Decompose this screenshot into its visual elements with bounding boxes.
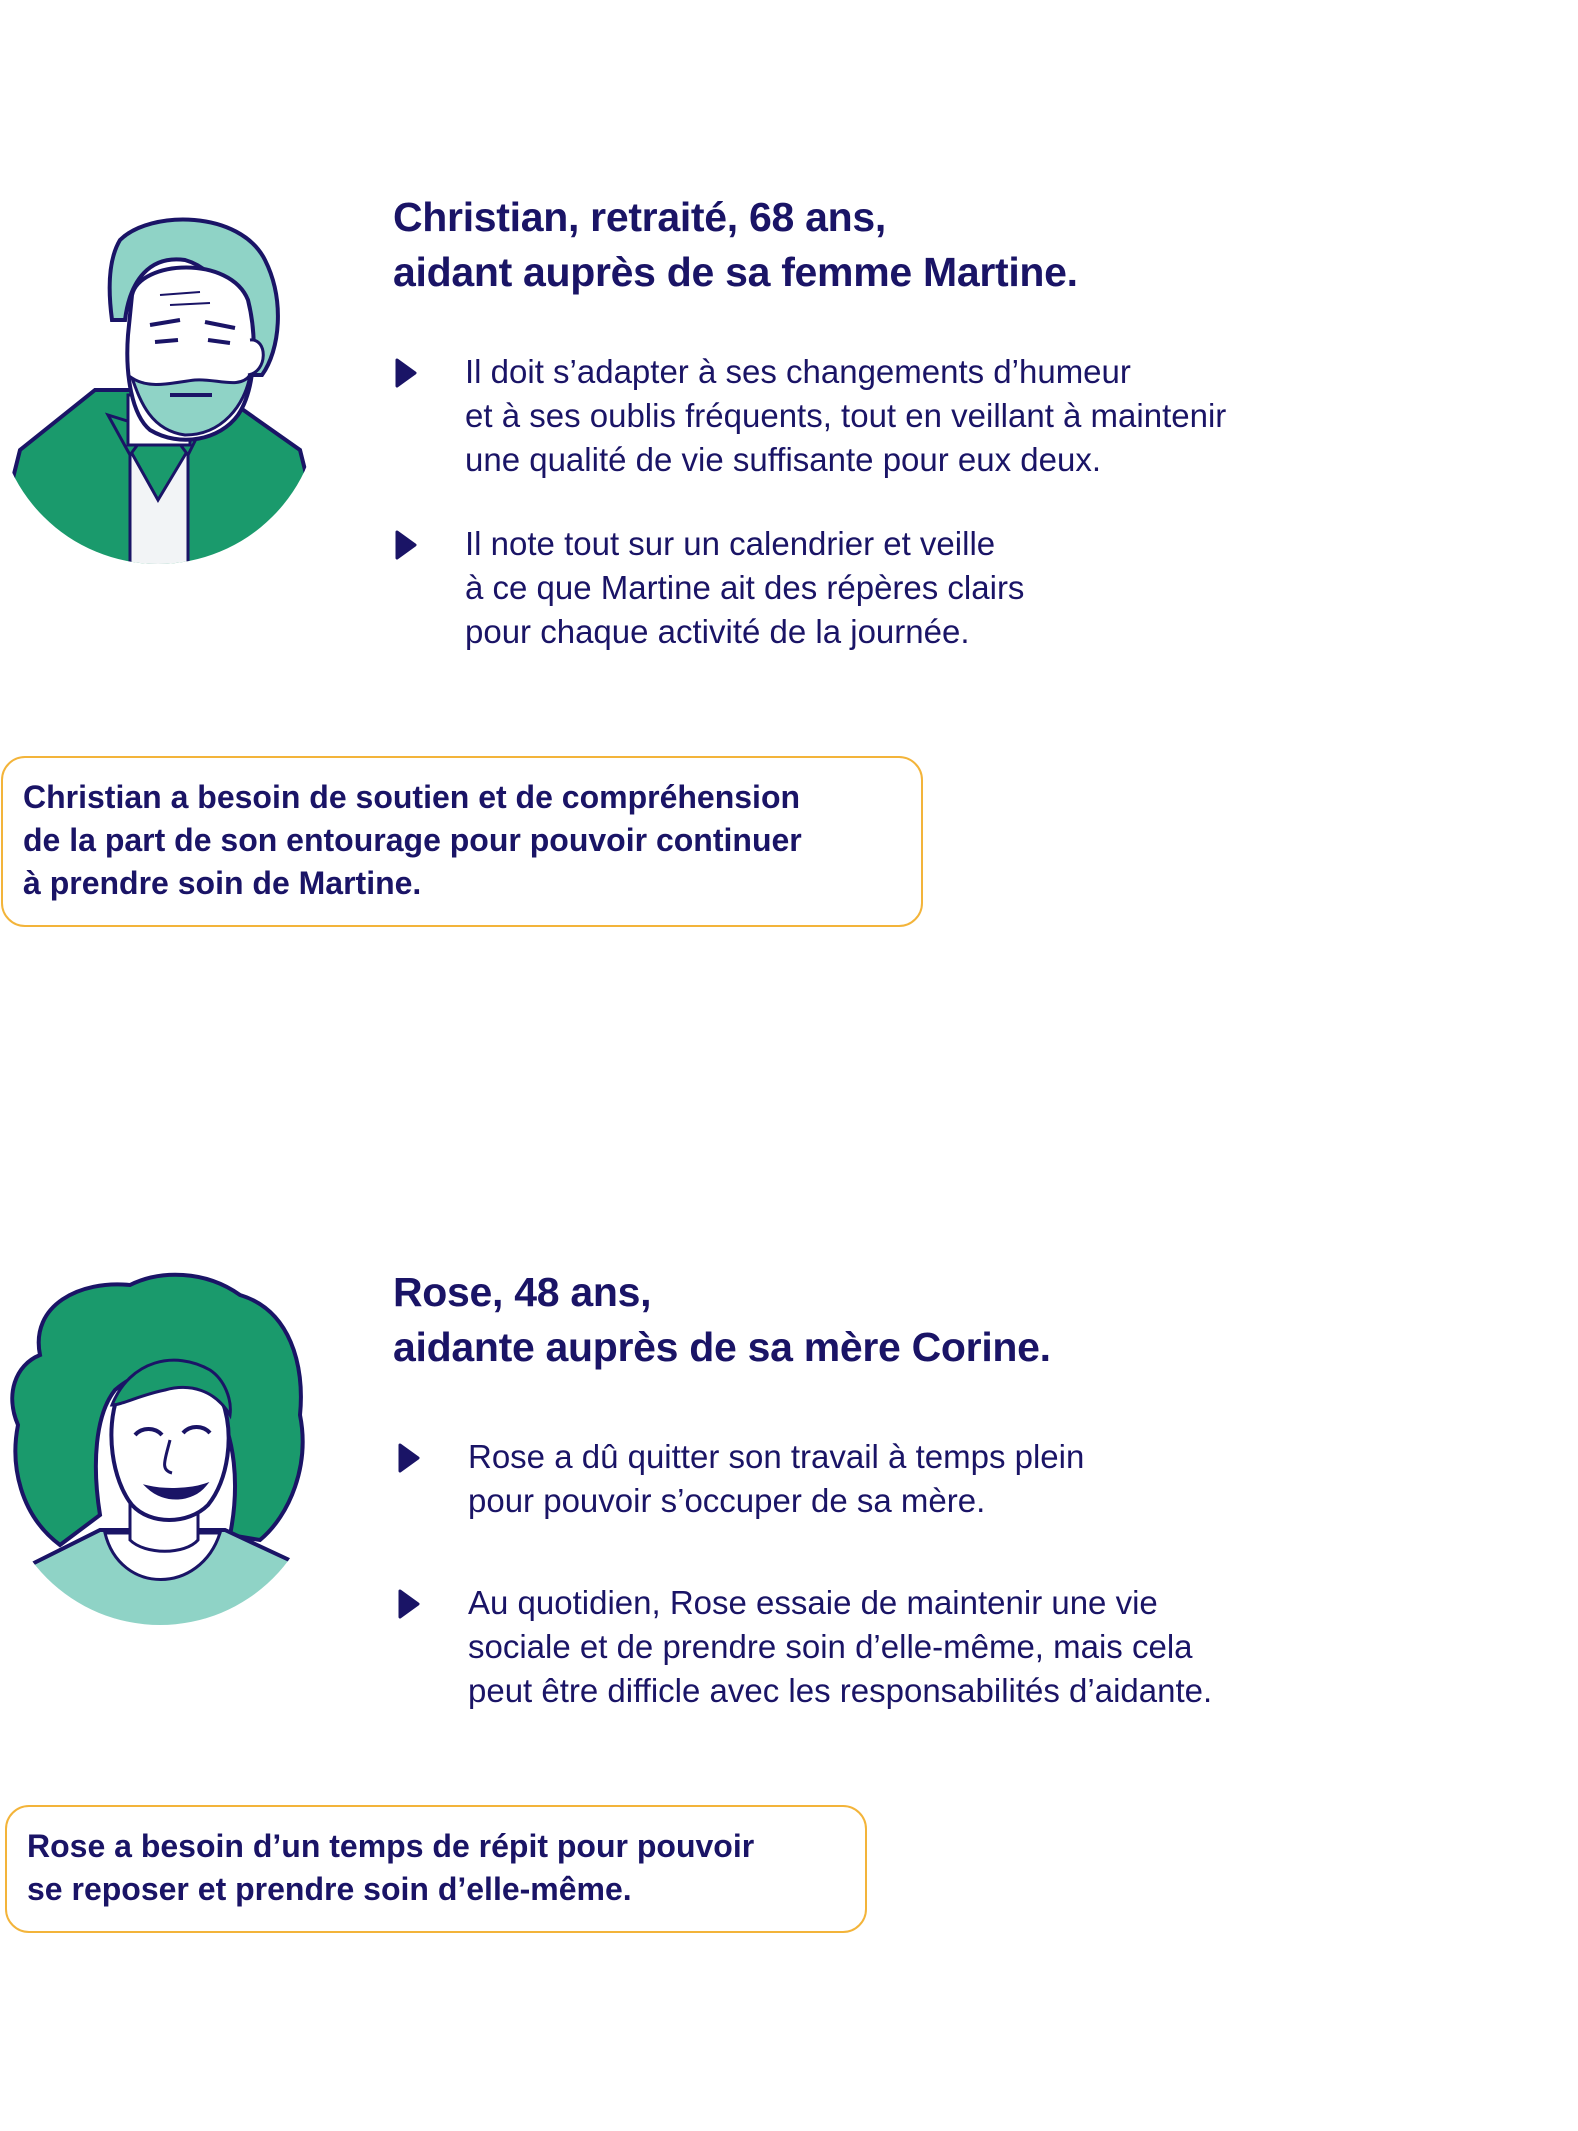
- callout-text: [23, 776, 897, 905]
- bullet-line: Au quotidien, Rose essaie de maintenir une vie: [468, 1584, 1158, 1621]
- callout-text: [27, 1825, 841, 1911]
- play-arrow-icon: [396, 1589, 420, 1619]
- list-item: [396, 1581, 1396, 1713]
- older-man-with-beard-portrait-icon: [0, 200, 330, 570]
- title-line: aidante auprès de sa mère Corine.: [393, 1324, 1051, 1370]
- title-line: Christian, retraité, 68 ans,: [393, 194, 886, 240]
- bullet-line: une qualité de vie suffisante pour eux deux.: [465, 441, 1102, 478]
- callout-line: se reposer et prendre soin d’elle-même.: [27, 1871, 632, 1907]
- play-arrow-icon: [393, 358, 417, 388]
- bullet-line: pour pouvoir s’occuper de sa mère.: [468, 1482, 986, 1519]
- profile-title: [393, 190, 1078, 300]
- needs-callout: [1, 756, 923, 927]
- bullet-text: [465, 522, 1393, 654]
- needs-callout: [5, 1805, 867, 1933]
- bullet-line: Il doit s’adapter à ses changements d’humeur: [465, 353, 1131, 390]
- list-item: [396, 1435, 1396, 1523]
- callout-line: de la part de son entourage pour pouvoir continuer: [23, 822, 802, 858]
- bullet-text: [465, 350, 1393, 482]
- profile-title: [393, 1265, 1051, 1375]
- list-item: [393, 350, 1393, 482]
- bullet-text: [468, 1581, 1396, 1713]
- bullet-line: et à ses oublis fréquents, tout en veillant à maintenir: [465, 397, 1227, 434]
- play-arrow-icon: [396, 1443, 420, 1473]
- bullet-line: peut être difficle avec les responsabilités d’aidante.: [468, 1672, 1213, 1709]
- title-line: Rose, 48 ans,: [393, 1269, 652, 1315]
- bullet-line: Rose a dû quitter son travail à temps plein: [468, 1438, 1085, 1475]
- callout-line: à prendre soin de Martine.: [23, 865, 422, 901]
- title-line: aidant auprès de sa femme Martine.: [393, 249, 1078, 295]
- bullet-list: [396, 1435, 1396, 1753]
- callout-line: Rose a besoin d’un temps de répit pour pouvoir: [27, 1828, 755, 1864]
- bullet-line: pour chaque activité de la journée.: [465, 613, 970, 650]
- callout-line: Christian a besoin de soutien et de compréhension: [23, 779, 801, 815]
- play-arrow-icon: [393, 530, 417, 560]
- bullet-line: sociale et de prendre soin d’elle-même, mais cela: [468, 1628, 1193, 1665]
- bullet-line: à ce que Martine ait des répères clairs: [465, 569, 1025, 606]
- bullet-text: [468, 1435, 1396, 1523]
- list-item: [393, 522, 1393, 654]
- bullet-line: Il note tout sur un calendrier et veille: [465, 525, 996, 562]
- woman-with-curly-hair-portrait-icon: [0, 1265, 330, 1635]
- bullet-list: [393, 350, 1393, 694]
